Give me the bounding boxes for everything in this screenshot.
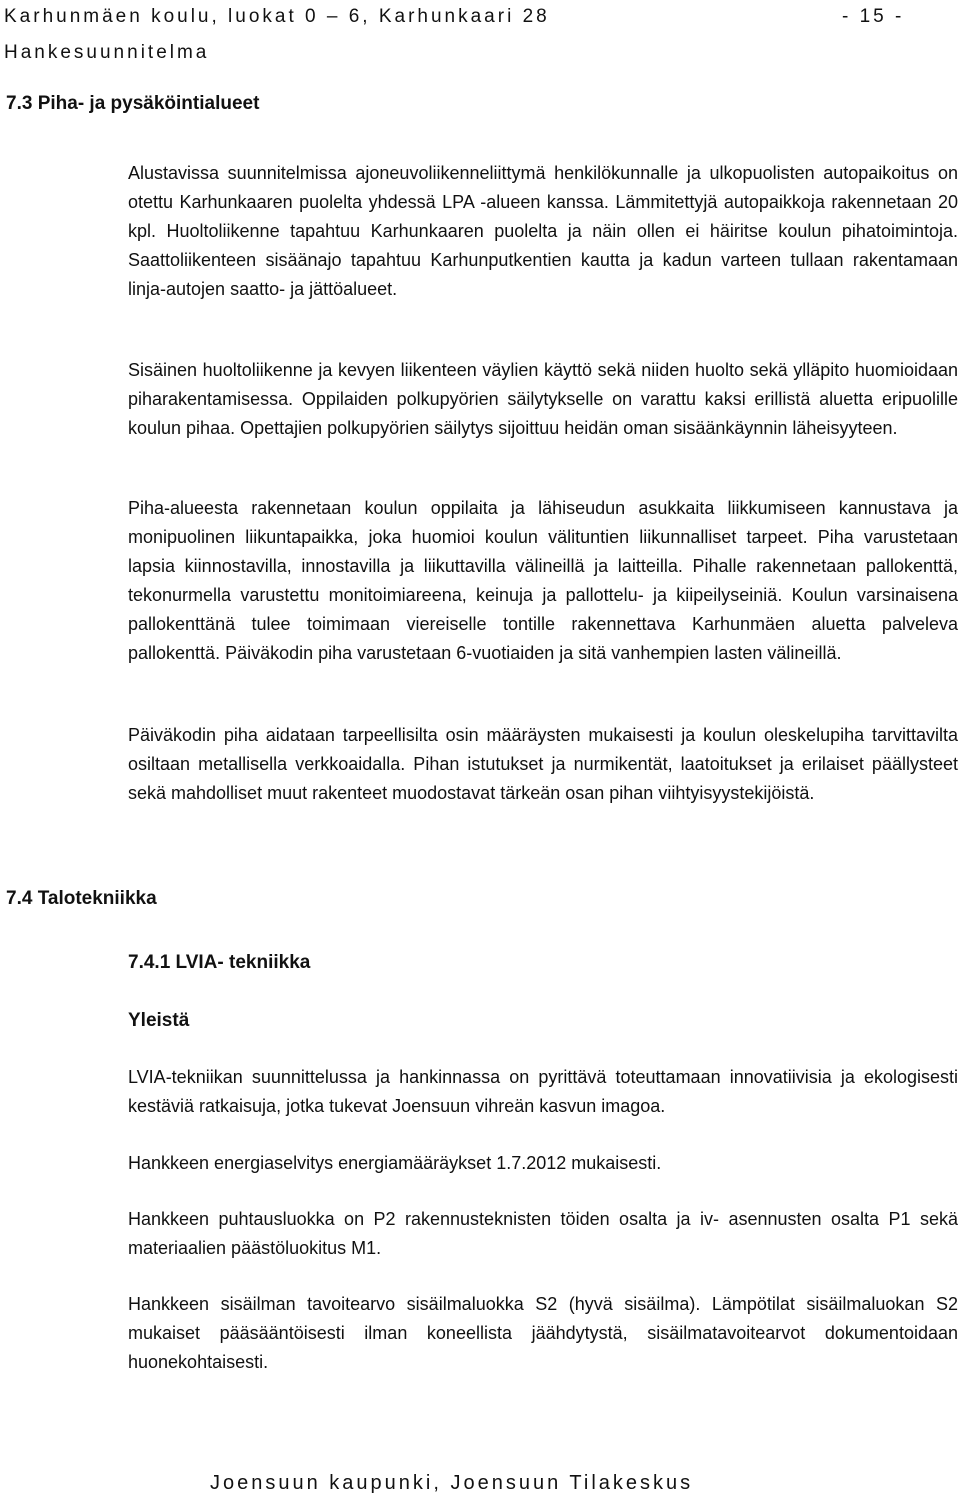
body-paragraph: Hankkeen energiaselvitys energiamääräykset 1.7.2012 mukaisesti. [128, 1153, 662, 1173]
section-heading: 7.4 Talotekniikka [6, 888, 157, 909]
body-paragraph: Alustavissa suunnitelmissa ajoneuvoliikenneliittymä henkilökunnalle ja ulkopuolisten autopaikoitus on otettu Karhunkaaren puolelta yhdessä LPA -alueen kanssa. Lämmitettyjä autopaikkoja rakennetaan 20 kpl. Huoltoliikenne tapahtuu Karhunkaaren puolelta ja näin ollen ei häiritse koulun pihatoimintoja. Saattoliikenteen sisäänajo tapahtuu Karhunputkentien kautta ja kadun varteen tullaan rakentamaan linja-autojen saatto- ja jättöalueet. [128, 163, 958, 299]
body-paragraph: Hankkeen puhtausluokka on P2 rakennusteknisten töiden osalta ja iv- asennusten osalta P1 sekä materiaalien päästöluokitus M1. [128, 1209, 958, 1258]
header-document-title: Karhunmäen koulu, luokat 0 – 6, Karhunkaari 28 [4, 6, 550, 27]
page-footer: Joensuun kaupunki, Joensuun Tilakeskus [210, 1472, 694, 1494]
body-paragraph: Piha-alueesta rakennetaan koulun oppilaita ja lähiseudun asukkaita liikkumiseen kannustava ja monipuolinen liikuntapaikka, joka huomioi koulun välituntien liikunnalliset tarpeet. Piha varustetaan lapsia kiinnostavilla, innostavilla ja liikuttavilla välineillä ja laitteilla. Pihalle rakennetaan pallokenttä, tekonurmella varustettu monitoimiareena, keinuja ja pallottelu- ja kiipeilyseiniä. Koulun varsinaisena pallokenttänä tulee toimimaan viereiselle tontille rakennettava Karhunmäen aluetta palveleva pallokenttä. Päiväkodin piha varustetaan 6-vuotiaiden ja sitä vanhempien lasten välineillä. [128, 498, 958, 663]
body-paragraph: LVIA-tekniikan suunnittelussa ja hankinnassa on pyrittävä toteuttamaan innovatiivisia ja ekologisesti kestäviä ratkaisuja, jotka tukevat Joensuun vihreän kasvun imagoa. [128, 1067, 958, 1116]
header-subtitle: Hankesuunnitelma [4, 42, 210, 63]
body-paragraph: Sisäinen huoltoliikenne ja kevyen liikenteen väylien käyttö sekä niiden huolto sekä ylläpito huomioidaan piharakentamisessa. Oppilaiden polkupyörien säilytykselle on varattu kaksi erillistä aluetta eripuolille koulun pihaa. Opettajien polkupyörien säilytys sijoittuu heidän oman sisäänkäynnin läheisyyteen. [128, 360, 958, 438]
section-heading: 7.3 Piha- ja pysäköintialueet [6, 93, 260, 114]
page-number: - 15 - [842, 6, 905, 27]
body-paragraph: Päiväkodin piha aidataan tarpeellisilta osin määräysten mukaisesti ja koulun oleskelupiha tarvittavilta osiltaan metallisella verkkoaidalla. Pihan istutukset ja nurmikentät, laatoitukset ja erilaiset päällysteet sekä mahdolliset muut rakenteet muodostavat tärkeän osan pihan viihtyisyystekijöistä. [128, 725, 958, 803]
subsubsection-heading: Yleistä [128, 1010, 190, 1031]
subsection-heading: 7.4.1 LVIA- tekniikka [128, 952, 311, 973]
body-paragraph: Hankkeen sisäilman tavoitearvo sisäilmaluokka S2 (hyvä sisäilma). Lämpötilat sisäilmaluokan S2 mukaiset pääsääntöisesti ilman koneellista jäähdytystä, sisäilmatavoitearvot dokumentoidaan huonekohtaisesti. [128, 1294, 958, 1372]
